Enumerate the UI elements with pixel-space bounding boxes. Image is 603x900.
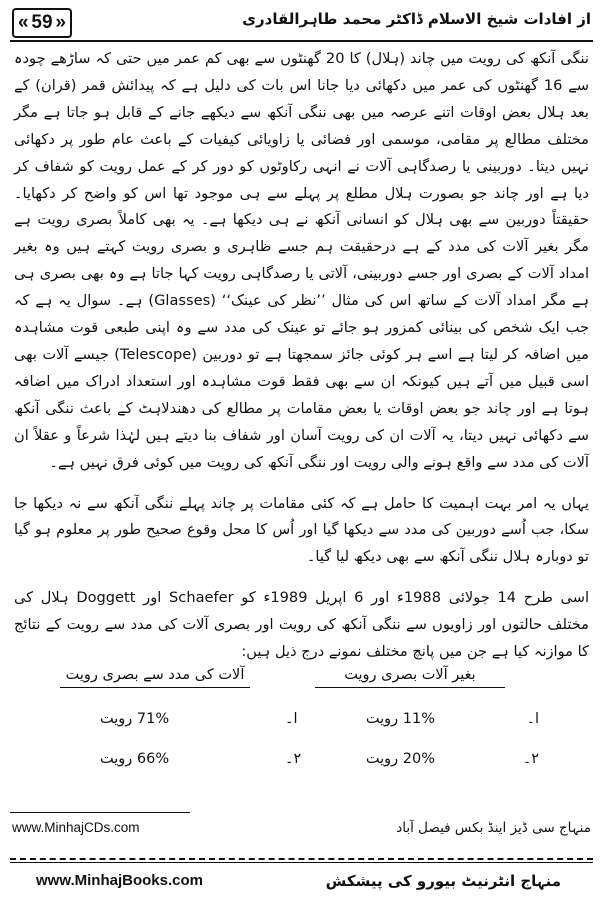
row-number: ۲۔ (522, 751, 539, 767)
row-number: ا۔ (285, 711, 298, 727)
footer-divider (10, 862, 593, 863)
footer-presentation: منہاج انٹرنیٹ بیورو کی پیشکش (325, 872, 561, 890)
naked-eye-value: 11% رویت (365, 711, 435, 727)
footer-publisher: منہاج سی ڈیز اینڈ بکس فیصل آباد (396, 820, 591, 836)
header-divider (10, 40, 593, 42)
page-header (10, 6, 593, 38)
paragraph-2: یہاں یہ امر بہت اہمیت کا حامل ہے کہ کئی مقامات پر چاند پہلے ننگی آنکھ سے نہ دیکھا جا سکا، جب اُسے دوربین کی مدد سے دیکھا گیا اور اُس کا محل وقوع صحیح طور پر معلوم ہو گیا تو دوبارہ ہلال ننگی آنکھ سے بھی دیکھ لیا گیا۔ (14, 494, 589, 566)
footer-dashed-divider (10, 858, 593, 860)
paragraph-1: ننگی آنکھ کی رویت میں چاند (ہلال) کا 20 گھنٹوں سے بھی کم عمر میں حتی کہ ساڑھے چودہ سے 16 گھنٹوں کی عمر میں دکھائی دیا جانا اس بات کی دلیل ہے کہ پیدائش قمر (قران) کے بعد ہلال بعض اوقات اتنے عرصہ میں بھی ننگی آنکھ سے دیکھے جانے کے قابل ہو جاتا ہے مگر مختلف مطالع پر مقامی، موسمی اور فضائی یا زاویائی کیفیات کے باعث عام طور پر دکھائی نہیں دیتا۔ دوربینی یا رصدگاہی آلات نے انہی رکاوٹوں کو دور کر کے عمل رویت کو شفاف کر دیا ہے اور چاند جو بصورت ہلال مطلع پر پہلے سے ہی موجود تھا اس کو واضح کر دکھایا۔ حقیقتاً دوربین سے بھی ہلال کو انسانی آنکھ نے ہی دیکھا ہے۔ یہ بھی کاملاً بصری رویت ہے مگر بغیر آلات کی مدد کے ہے درحقیقت ہم جسے ظاہری و بصری رویت کہتے ہیں وہ بغیر امداد آلات کے بصری اور جسے دوربینی، آلاتی یا رصدگاہی رویت کہا جاتا ہے وہ بھی بصری ہی ہے مگر امداد آلات کے ساتھ اس کی مثال ’’نظر کی عینک‘‘ (Glasses) ہے۔ سوال یہ ہے کہ جب ایک شخص کی بینائی کمزور ہو جائے تو عینک کی مدد سے وہ اپنی طبعی قوت مشاہدہ میں اضافہ کر لیتا ہے اسے ہر کوئی جائز سمجھتا ہے تو دوربین (Telescope) جیسے آلات بھی اسی قبیل میں آتے ہیں کیونکہ ان سے بھی فقط قوت مشاہدہ اور استعداد ادراک میں اضافہ ہوتا ہے اور چاند جو بعض اوقات یا بعض مقامات پر مطالع کی دھندلاہٹ کے باعث ننگی آنکھ سے دکھائی نہیں دیتا، یہ آلات ان کی رویت آسان اور شفاف بنا دیتے ہیں لہٰذا شرعاً و عقلاً ان آلات کی مدد سے واقع ہونے والی رویت اور ننگی آنکھ کی رویت میں کوئی فرق نہیں ہے۔ (14, 50, 590, 471)
row-number: ۲۔ (285, 751, 302, 767)
footer-bottom (12, 872, 591, 896)
footer-top (12, 820, 591, 842)
row-number: ا۔ (526, 711, 539, 727)
footnote-divider (10, 812, 190, 813)
footer-website-link[interactable]: www.MinhajCDs.com (12, 820, 140, 835)
naked-eye-value: 20% رویت (365, 751, 435, 767)
body-text (14, 46, 589, 666)
instrument-value: 71% رویت (100, 711, 170, 727)
column-header-instruments: آلات کی مدد سے بصری رویت (60, 667, 250, 688)
book-title: از افادات شیخ الاسلام ڈاکٹر محمد طاہرالقادری (242, 10, 591, 28)
paragraph-3: اسی طرح 14 جولائی 1988ء اور 6 اپریل 1989ء کو Schaefer اور Doggett ہلال کی مختلف حالتوں اور زاویوں سے ننگی آنکھ کی رویت اور بصری آلات کی مدد سے رویت کے نتائج کا موازنہ کیا ہے جن میں پانچ مختلف نمونے درج ذیل ہیں: (14, 589, 589, 661)
instrument-value: 66% رویت (100, 751, 170, 767)
column-header-naked-eye: بغیر آلات بصری رویت (315, 667, 505, 688)
footer-books-link[interactable]: www.MinhajBooks.com (36, 872, 203, 889)
page-number: « 59 » (12, 8, 72, 38)
